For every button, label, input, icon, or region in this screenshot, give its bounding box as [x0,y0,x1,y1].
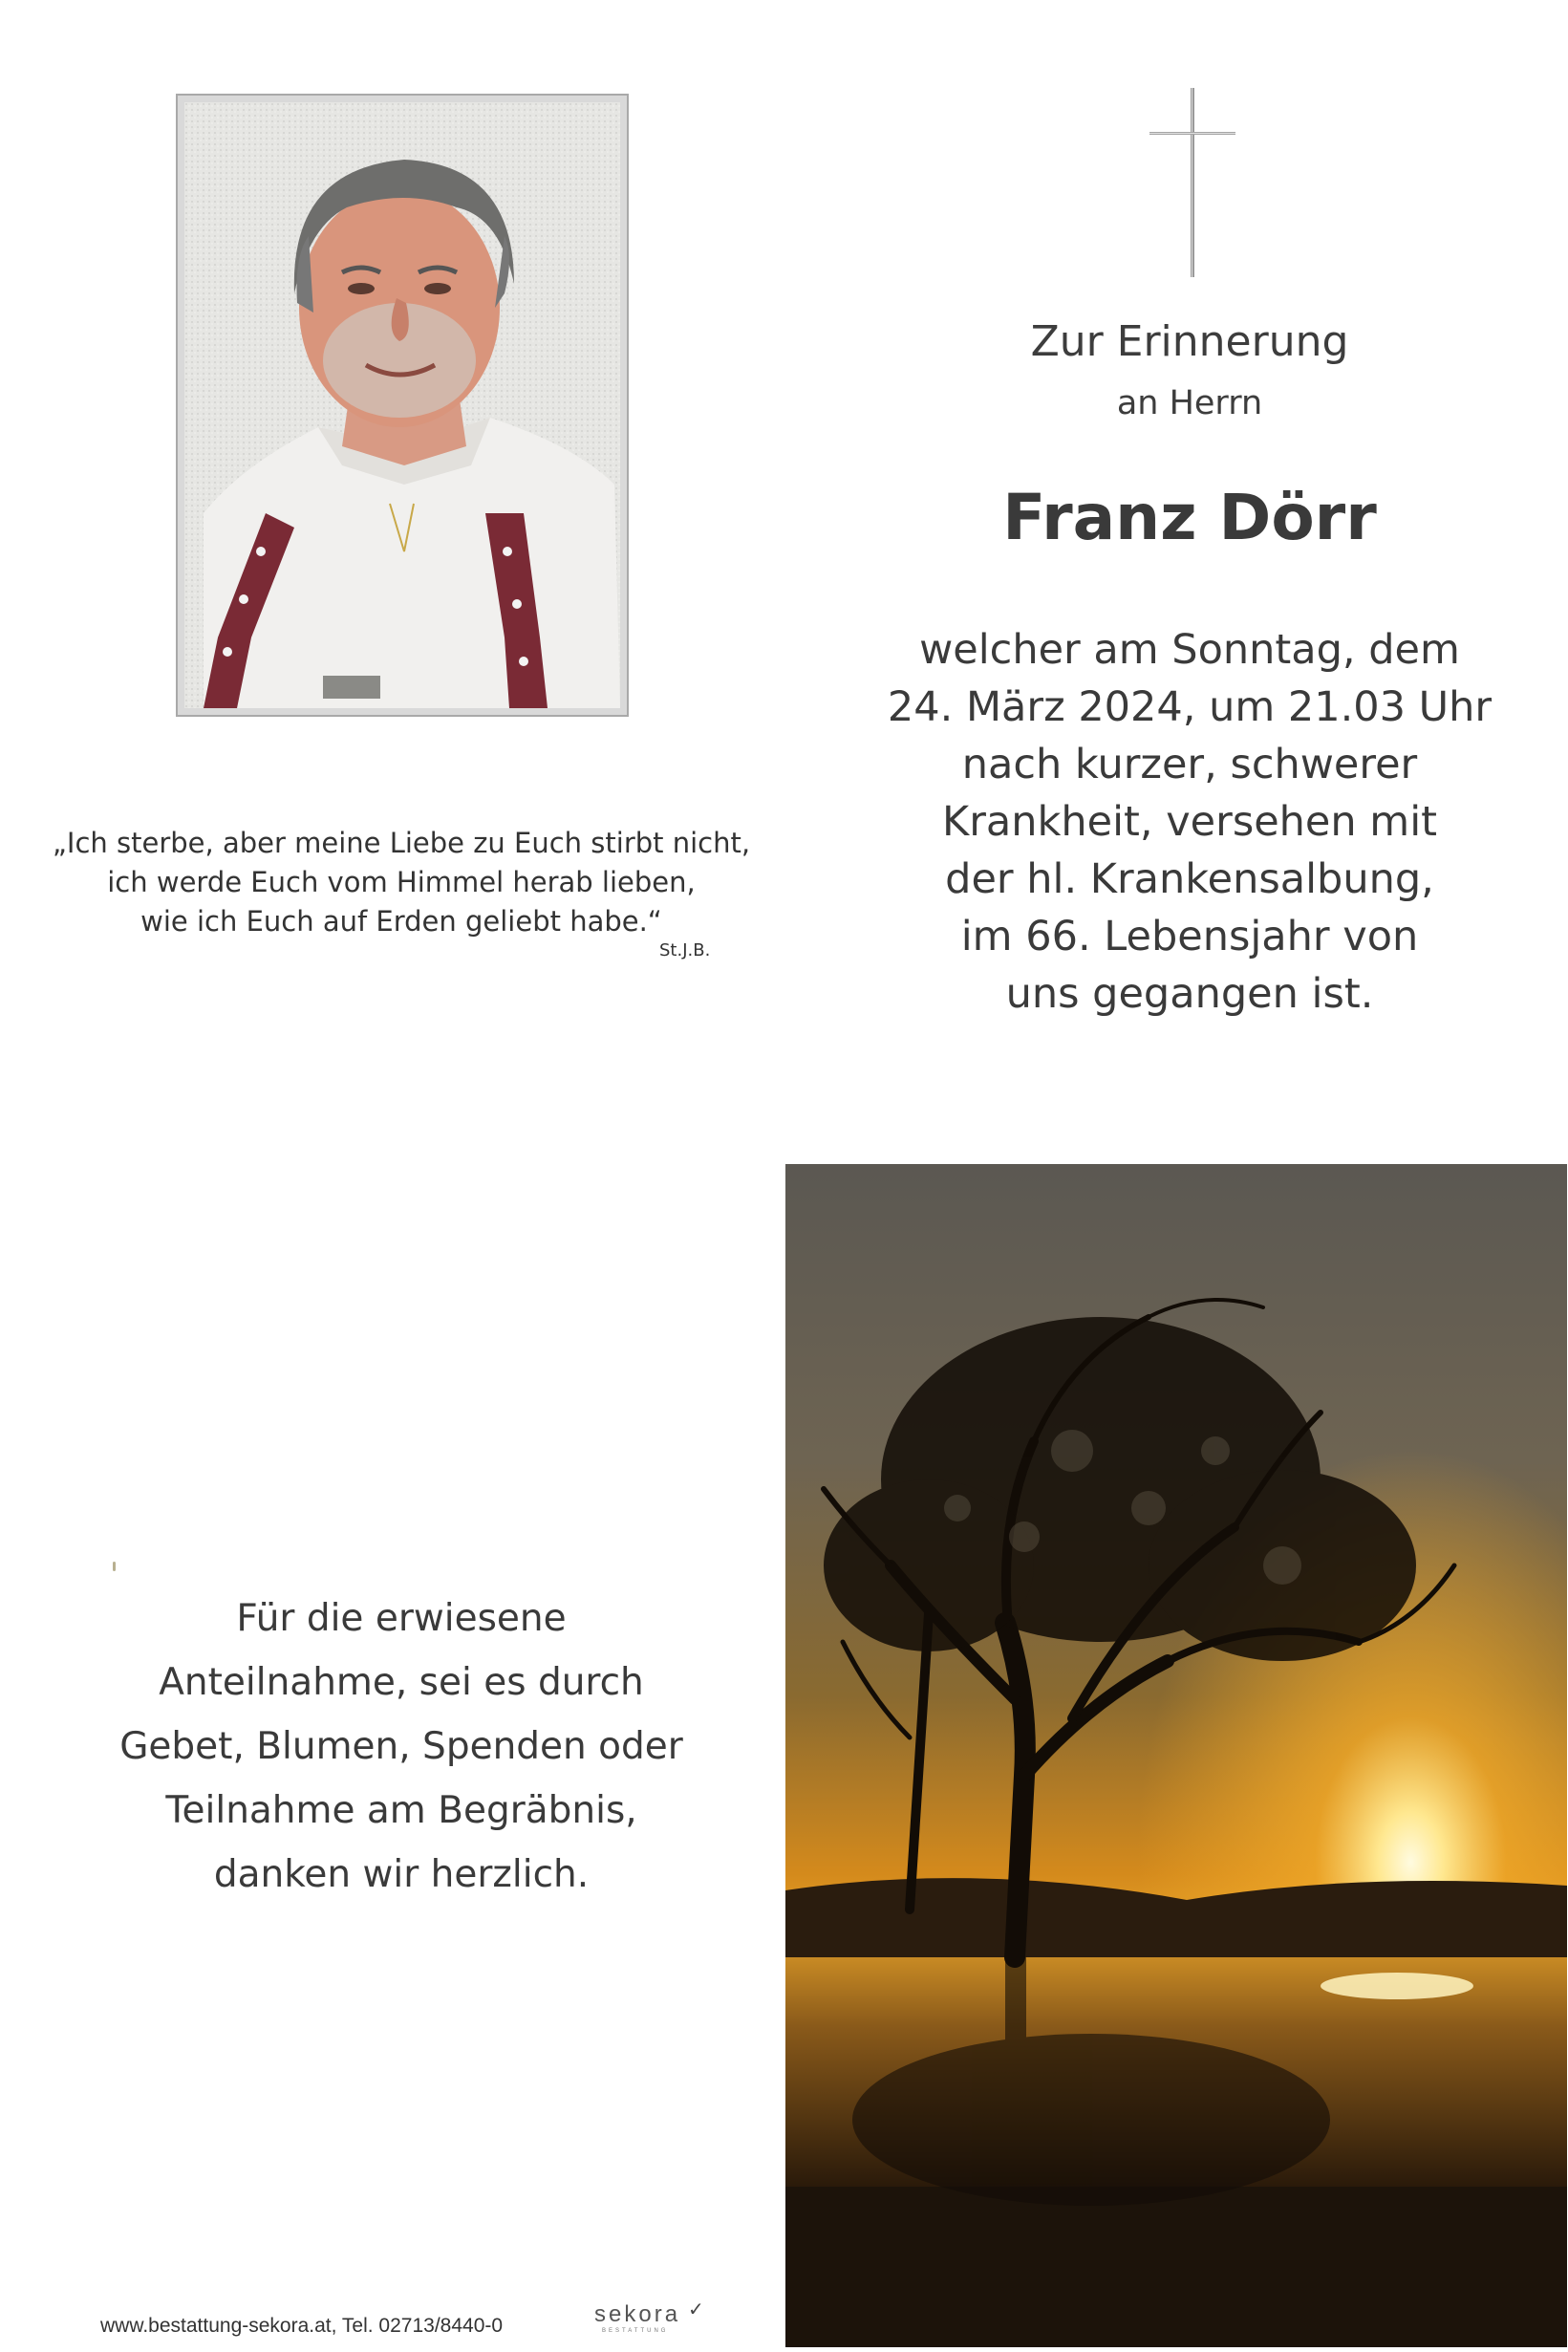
portrait-image [184,102,620,708]
details-line: Krankheit, versehen mit [942,798,1437,846]
portrait-photo [176,94,629,717]
quote-line: „Ich sterbe, aber meine Liebe zu Euch stirbt nicht, [52,827,751,859]
decorative-speck [113,1562,116,1571]
details-line: der hl. Krankensalbung, [945,855,1434,903]
brand-subtitle: BESTATTUNG [602,2328,669,2334]
details-line: uns gegangen ist. [1005,970,1374,1018]
brand-logo [594,2299,704,2334]
footer-contact: www.bestattung-sekora.at, Tel. 02713/8440-0 [100,2315,504,2337]
quote-line: wie ich Euch auf Erden geliebt habe.“ [140,905,662,938]
sunset-tree-image [785,1164,1567,2347]
quote-line: ich werde Euch vom Himmel herab lieben, [107,866,696,898]
bird-icon: ✓ [688,2299,704,2320]
thanks-line: Teilnahme am Begräbnis, [165,1789,637,1832]
thanks-line: danken wir herzlich. [213,1853,590,1896]
thanks-line: Für die erwiesene [236,1597,567,1640]
quote-source: St.J.B. [659,940,711,960]
deceased-name: Franz Dörr [1002,481,1377,554]
thanks-line: Gebet, Blumen, Spenden oder [119,1725,683,1768]
thanks-block [67,1586,736,1907]
details-line: im 66. Lebensjahr von [960,913,1419,960]
cross-icon [1149,88,1235,277]
intro-title: Zur Erinnerung [1030,317,1349,366]
intro-subtitle: an Herrn [1116,384,1263,422]
details-line: 24. März 2024, um 21.03 Uhr [887,683,1493,731]
details-line: nach kurzer, schwerer [961,741,1418,788]
details-line: welcher am Sonntag, dem [919,626,1460,674]
thanks-line: Anteilnahme, sei es durch [159,1661,644,1704]
brand-name: sekora [594,2301,681,2327]
quote-block [38,824,764,941]
details-block [841,621,1538,1023]
